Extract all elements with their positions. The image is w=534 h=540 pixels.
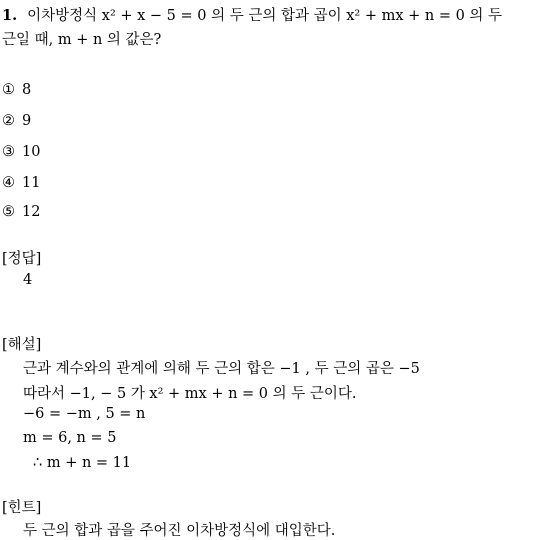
explanation-line-3: −6 = −m , 5 = n: [23, 406, 146, 422]
option-mark: ④: [2, 175, 15, 191]
option-value: 10: [22, 144, 41, 160]
option-value: 9: [22, 113, 32, 129]
question-line-1: [2, 4, 502, 25]
explanation-line-1: 근과 계수와의 관계에 의해 두 근의 합은 −1 , 두 근의 곱은 −5: [23, 361, 420, 377]
explanation-line-2: 따라서 −1, − 5 가 x² + mx + n = 0 의 두 근이다.: [23, 386, 357, 402]
explanation-label: [해설]: [2, 337, 42, 353]
question-line-2: 근일 때, m + n 의 값은?: [2, 32, 162, 48]
option-1[interactable]: [2, 82, 31, 98]
answer-value: 4: [23, 272, 33, 288]
hint-label: [힌트]: [2, 500, 42, 516]
hint-text: 두 근의 합과 곱을 주어진 이차방정식에 대입한다.: [23, 523, 336, 539]
option-4[interactable]: [2, 175, 40, 191]
explanation-line-4: m = 6, n = 5: [23, 430, 117, 446]
option-mark: ②: [2, 113, 15, 129]
explanation-line-5: ∴ m + n = 11: [33, 455, 132, 471]
option-3[interactable]: [2, 144, 40, 160]
option-mark: ③: [2, 144, 15, 160]
option-mark: ①: [2, 82, 15, 98]
question-text-1: 이차방정식 x² + x − 5 = 0 의 두 근의 합과 곱이 x² + mx + n = 0 의 두: [27, 8, 503, 24]
option-value: 12: [22, 204, 41, 220]
option-value: 8: [22, 82, 32, 98]
question-number: 1.: [2, 7, 18, 24]
option-value: 11: [22, 175, 41, 191]
option-mark: ⑤: [2, 204, 15, 220]
option-5[interactable]: [2, 204, 40, 220]
answer-label: [정답]: [2, 251, 42, 267]
option-2[interactable]: [2, 113, 31, 129]
